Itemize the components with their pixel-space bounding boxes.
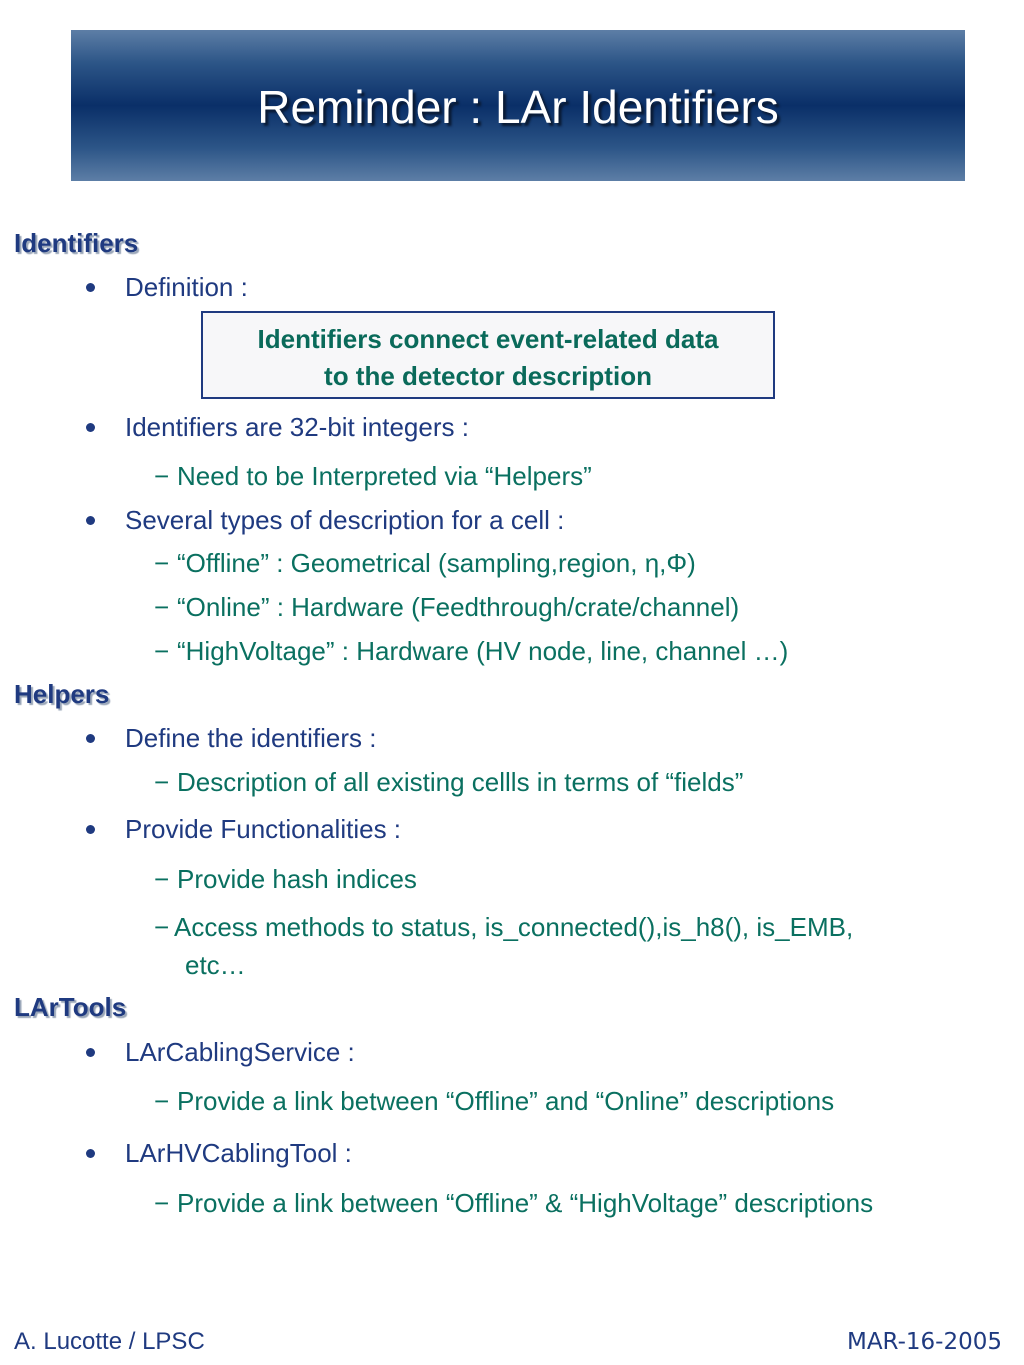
sub-item-helpers-text: Need to be Interpreted via “Helpers”	[177, 461, 592, 491]
dash-icon: −	[154, 548, 170, 578]
dash-icon: −	[154, 636, 170, 666]
dash-icon: −	[154, 912, 170, 942]
sub-item-hash-text: Provide hash indices	[177, 864, 417, 894]
dash-icon: −	[154, 767, 170, 797]
bullet-dot-icon	[86, 734, 95, 743]
bullet-32bit-text: Identifiers are 32-bit integers :	[125, 412, 469, 442]
bullet-cabling-service-text: LArCablingService :	[125, 1037, 355, 1067]
definition-box	[201, 311, 775, 399]
section-heading-helpers: Helpers	[14, 679, 110, 709]
footer-date: MAR-16-2005	[846, 1329, 1002, 1355]
bullet-hv-cabling-tool-text: LArHVCablingTool :	[125, 1138, 352, 1168]
bullet-dot-icon	[86, 1149, 95, 1158]
dash-icon: −	[154, 864, 170, 894]
bullet-dot-icon	[86, 825, 95, 834]
dash-icon: −	[154, 1188, 170, 1218]
dash-icon: −	[154, 1086, 170, 1116]
sub-item-access-text: Access methods to status, is_connected(),is_h8(), is_EMB,	[174, 912, 854, 942]
bullet-dot-icon	[86, 423, 95, 432]
sub-item-offline-text: “Offline” : Geometrical (sampling,region, η,Φ)	[177, 548, 696, 578]
sub-item-cabling-text: Provide a link between “Offline” and “Online” descriptions	[177, 1086, 835, 1116]
sub-item-fields-text: Description of all existing cellls in terms of “fields”	[177, 767, 744, 797]
sub-item-access-continuation: etc…	[185, 950, 246, 980]
bullet-define-text: Define the identifiers :	[125, 723, 377, 753]
dash-icon: −	[154, 592, 170, 622]
bullet-definition-text: Definition :	[125, 272, 248, 302]
definition-box-line1: Identifiers connect event-related data	[257, 324, 719, 354]
bullet-dot-icon	[86, 1048, 95, 1057]
sub-item-online-text: “Online” : Hardware (Feedthrough/crate/channel)	[177, 592, 740, 622]
bullet-types-text: Several types of description for a cell :	[125, 505, 565, 535]
sub-item-hvcabling-text: Provide a link between “Offline” & “HighVoltage” descriptions	[177, 1188, 874, 1218]
bullet-dot-icon	[86, 283, 95, 292]
bullet-dot-icon	[86, 516, 95, 525]
slide-title: Reminder : LAr Identifiers	[257, 81, 779, 133]
dash-icon: −	[154, 461, 170, 491]
definition-box-line2: to the detector description	[324, 361, 652, 391]
section-heading-identifiers: Identifiers	[14, 228, 139, 258]
footer-author: A. Lucotte / LPSC	[14, 1328, 205, 1355]
title-banner	[71, 30, 965, 181]
bullet-functionalities-text: Provide Functionalities :	[125, 814, 402, 844]
section-heading-lartools: LArTools	[14, 992, 127, 1022]
sub-item-highvoltage-text: “HighVoltage” : Hardware (HV node, line, channel …)	[177, 636, 789, 666]
